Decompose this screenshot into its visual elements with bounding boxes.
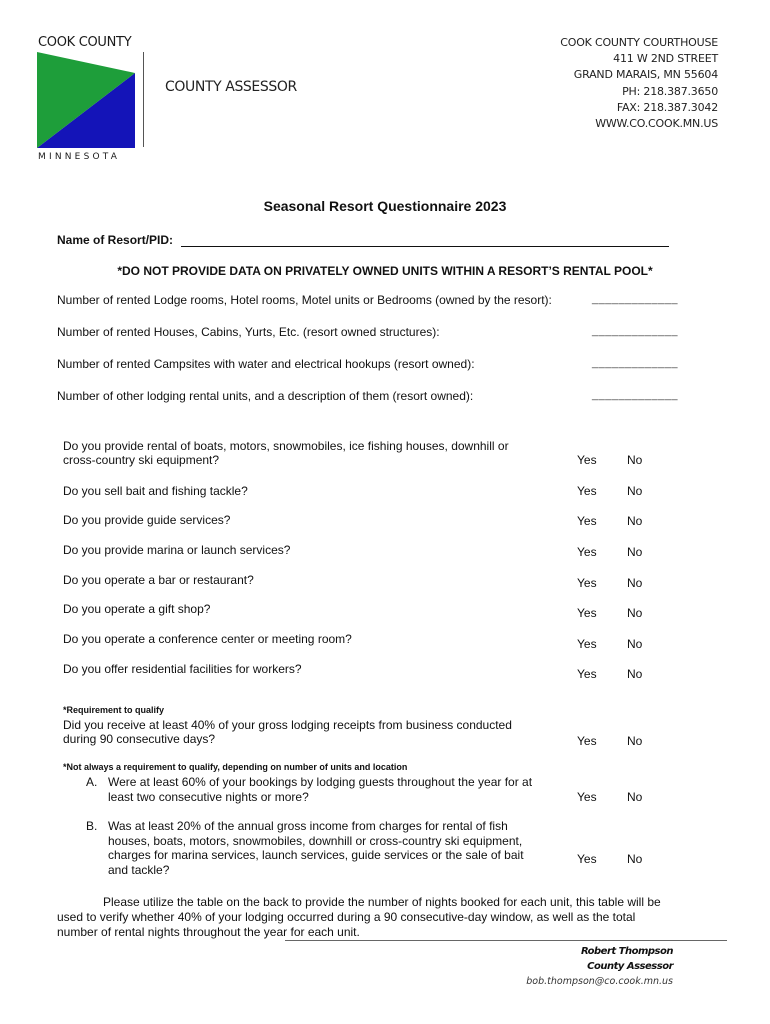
resort-name-field[interactable] — [181, 233, 669, 247]
no-option[interactable]: No — [627, 576, 643, 590]
no-option[interactable]: No — [627, 545, 643, 559]
resort-name-row — [57, 233, 669, 247]
count-label: Number of rented Lodge rooms, Hotel rooms, Motel units or Bedrooms (owned by the resort): — [57, 293, 552, 307]
question: Do you operate a bar or restaurant? — [63, 573, 254, 587]
department-name: COUNTY ASSESSOR — [165, 79, 297, 95]
no-option[interactable]: No — [627, 514, 643, 528]
sub-question-text: Was at least 20% of the annual gross income from charges for rental of fish houses, boats, motors, snowmobiles, downhill or cross-country ski equipment, charges for marina services, launch services, guide services or the sale of bait and tackle? — [108, 819, 524, 877]
instructions-paragraph: Please utilize the table on the back to provide the number of nights booked for each unit, this table will be used to verify whether 40% of your lodging occurred during a 90 consecutive-day window, as well as the total number of rental nights throughout the year for each unit. — [57, 895, 661, 939]
count-blank[interactable]: _____________ — [591, 325, 678, 337]
logo-subtitle: MINNESOTA — [38, 152, 121, 162]
requirement-question: Did you receive at least 40% of your gross lodging receipts from business conducted during 90 consecutive days? — [63, 718, 512, 746]
count-label: Number of rented Houses, Cabins, Yurts, Etc. (resort owned structures): — [57, 325, 440, 339]
sub-question-marker: B. — [86, 819, 98, 833]
yes-option[interactable]: Yes — [577, 576, 597, 590]
yes-option[interactable]: Yes — [577, 606, 597, 620]
address-line: 411 W 2ND STREET — [613, 52, 718, 66]
count-row — [57, 389, 680, 403]
question: Do you operate a gift shop? — [63, 602, 211, 616]
question: Do you provide guide services? — [63, 513, 231, 527]
question: Do you operate a conference center or meeting room? — [63, 632, 352, 646]
no-option[interactable]: No — [627, 453, 643, 467]
no-option[interactable]: No — [627, 637, 643, 651]
count-blank[interactable]: _____________ — [591, 389, 678, 401]
question: Do you provide marina or launch services? — [63, 543, 291, 557]
no-option[interactable]: No — [627, 667, 643, 681]
question: Do you provide rental of boats, motors, snowmobiles, ice fishing houses, downhill or cross-country ski equipment? — [63, 439, 509, 467]
address-line: COOK COUNTY COURTHOUSE — [560, 36, 718, 49]
count-row — [57, 357, 680, 371]
yes-option[interactable]: Yes — [577, 637, 597, 651]
no-option[interactable]: No — [627, 852, 643, 866]
yes-option[interactable]: Yes — [577, 545, 597, 559]
requirement-label: *Requirement to qualify — [63, 705, 165, 715]
warning-notice: *DO NOT PROVIDE DATA ON PRIVATELY OWNED UNITS WITHIN A RESORT’S RENTAL POOL* — [117, 264, 653, 278]
not-always-label: *Not always a requirement to qualify, depending on number of units and location — [63, 762, 408, 772]
phone: PH: 218.387.3650 — [622, 84, 718, 98]
question: Do you sell bait and fishing tackle? — [63, 484, 248, 498]
form-title: Seasonal Resort Questionnaire 2023 — [263, 198, 507, 214]
yes-option[interactable]: Yes — [577, 453, 597, 467]
yes-option[interactable]: Yes — [577, 734, 597, 748]
yes-option[interactable]: Yes — [577, 484, 597, 498]
address-line: GRAND MARAIS, MN 55604 — [573, 68, 718, 82]
signature-title: County Assessor — [587, 961, 673, 972]
resort-name-label: Name of Resort/PID: — [57, 233, 174, 247]
sub-question-marker: A. — [86, 775, 98, 789]
count-label: Number of other lodging rental units, and a description of them (resort owned): — [57, 389, 474, 403]
yes-option[interactable]: Yes — [577, 667, 597, 681]
question: Do you offer residential facilities for workers? — [63, 662, 302, 676]
header-divider — [143, 52, 144, 147]
county-logo — [37, 52, 135, 148]
count-blank[interactable]: _____________ — [591, 357, 678, 369]
address-block — [560, 35, 718, 132]
count-label: Number of rented Campsites with water and electrical hookups (resort owned): — [57, 357, 475, 371]
count-row — [57, 293, 680, 307]
footer-divider — [285, 940, 727, 941]
contact-email[interactable]: bob.thompson@co.cook.mn.us — [526, 976, 673, 987]
yes-option[interactable]: Yes — [577, 514, 597, 528]
signature-name: Robert Thompson — [580, 946, 673, 957]
logo-title: COOK COUNTY — [38, 35, 132, 50]
count-blank[interactable]: _____________ — [591, 293, 678, 305]
no-option[interactable]: No — [627, 790, 643, 804]
count-row — [57, 325, 680, 339]
no-option[interactable]: No — [627, 734, 643, 748]
yes-option[interactable]: Yes — [577, 852, 597, 866]
yes-option[interactable]: Yes — [577, 790, 597, 804]
sub-question-text: Were at least 60% of your bookings by lodging guests throughout the year for at least two consecutive nights or more? — [108, 775, 533, 804]
no-option[interactable]: No — [627, 484, 643, 498]
no-option[interactable]: No — [627, 606, 643, 620]
website: WWW.CO.COOK.MN.US — [595, 117, 718, 131]
fax: FAX: 218.387.3042 — [616, 100, 718, 114]
